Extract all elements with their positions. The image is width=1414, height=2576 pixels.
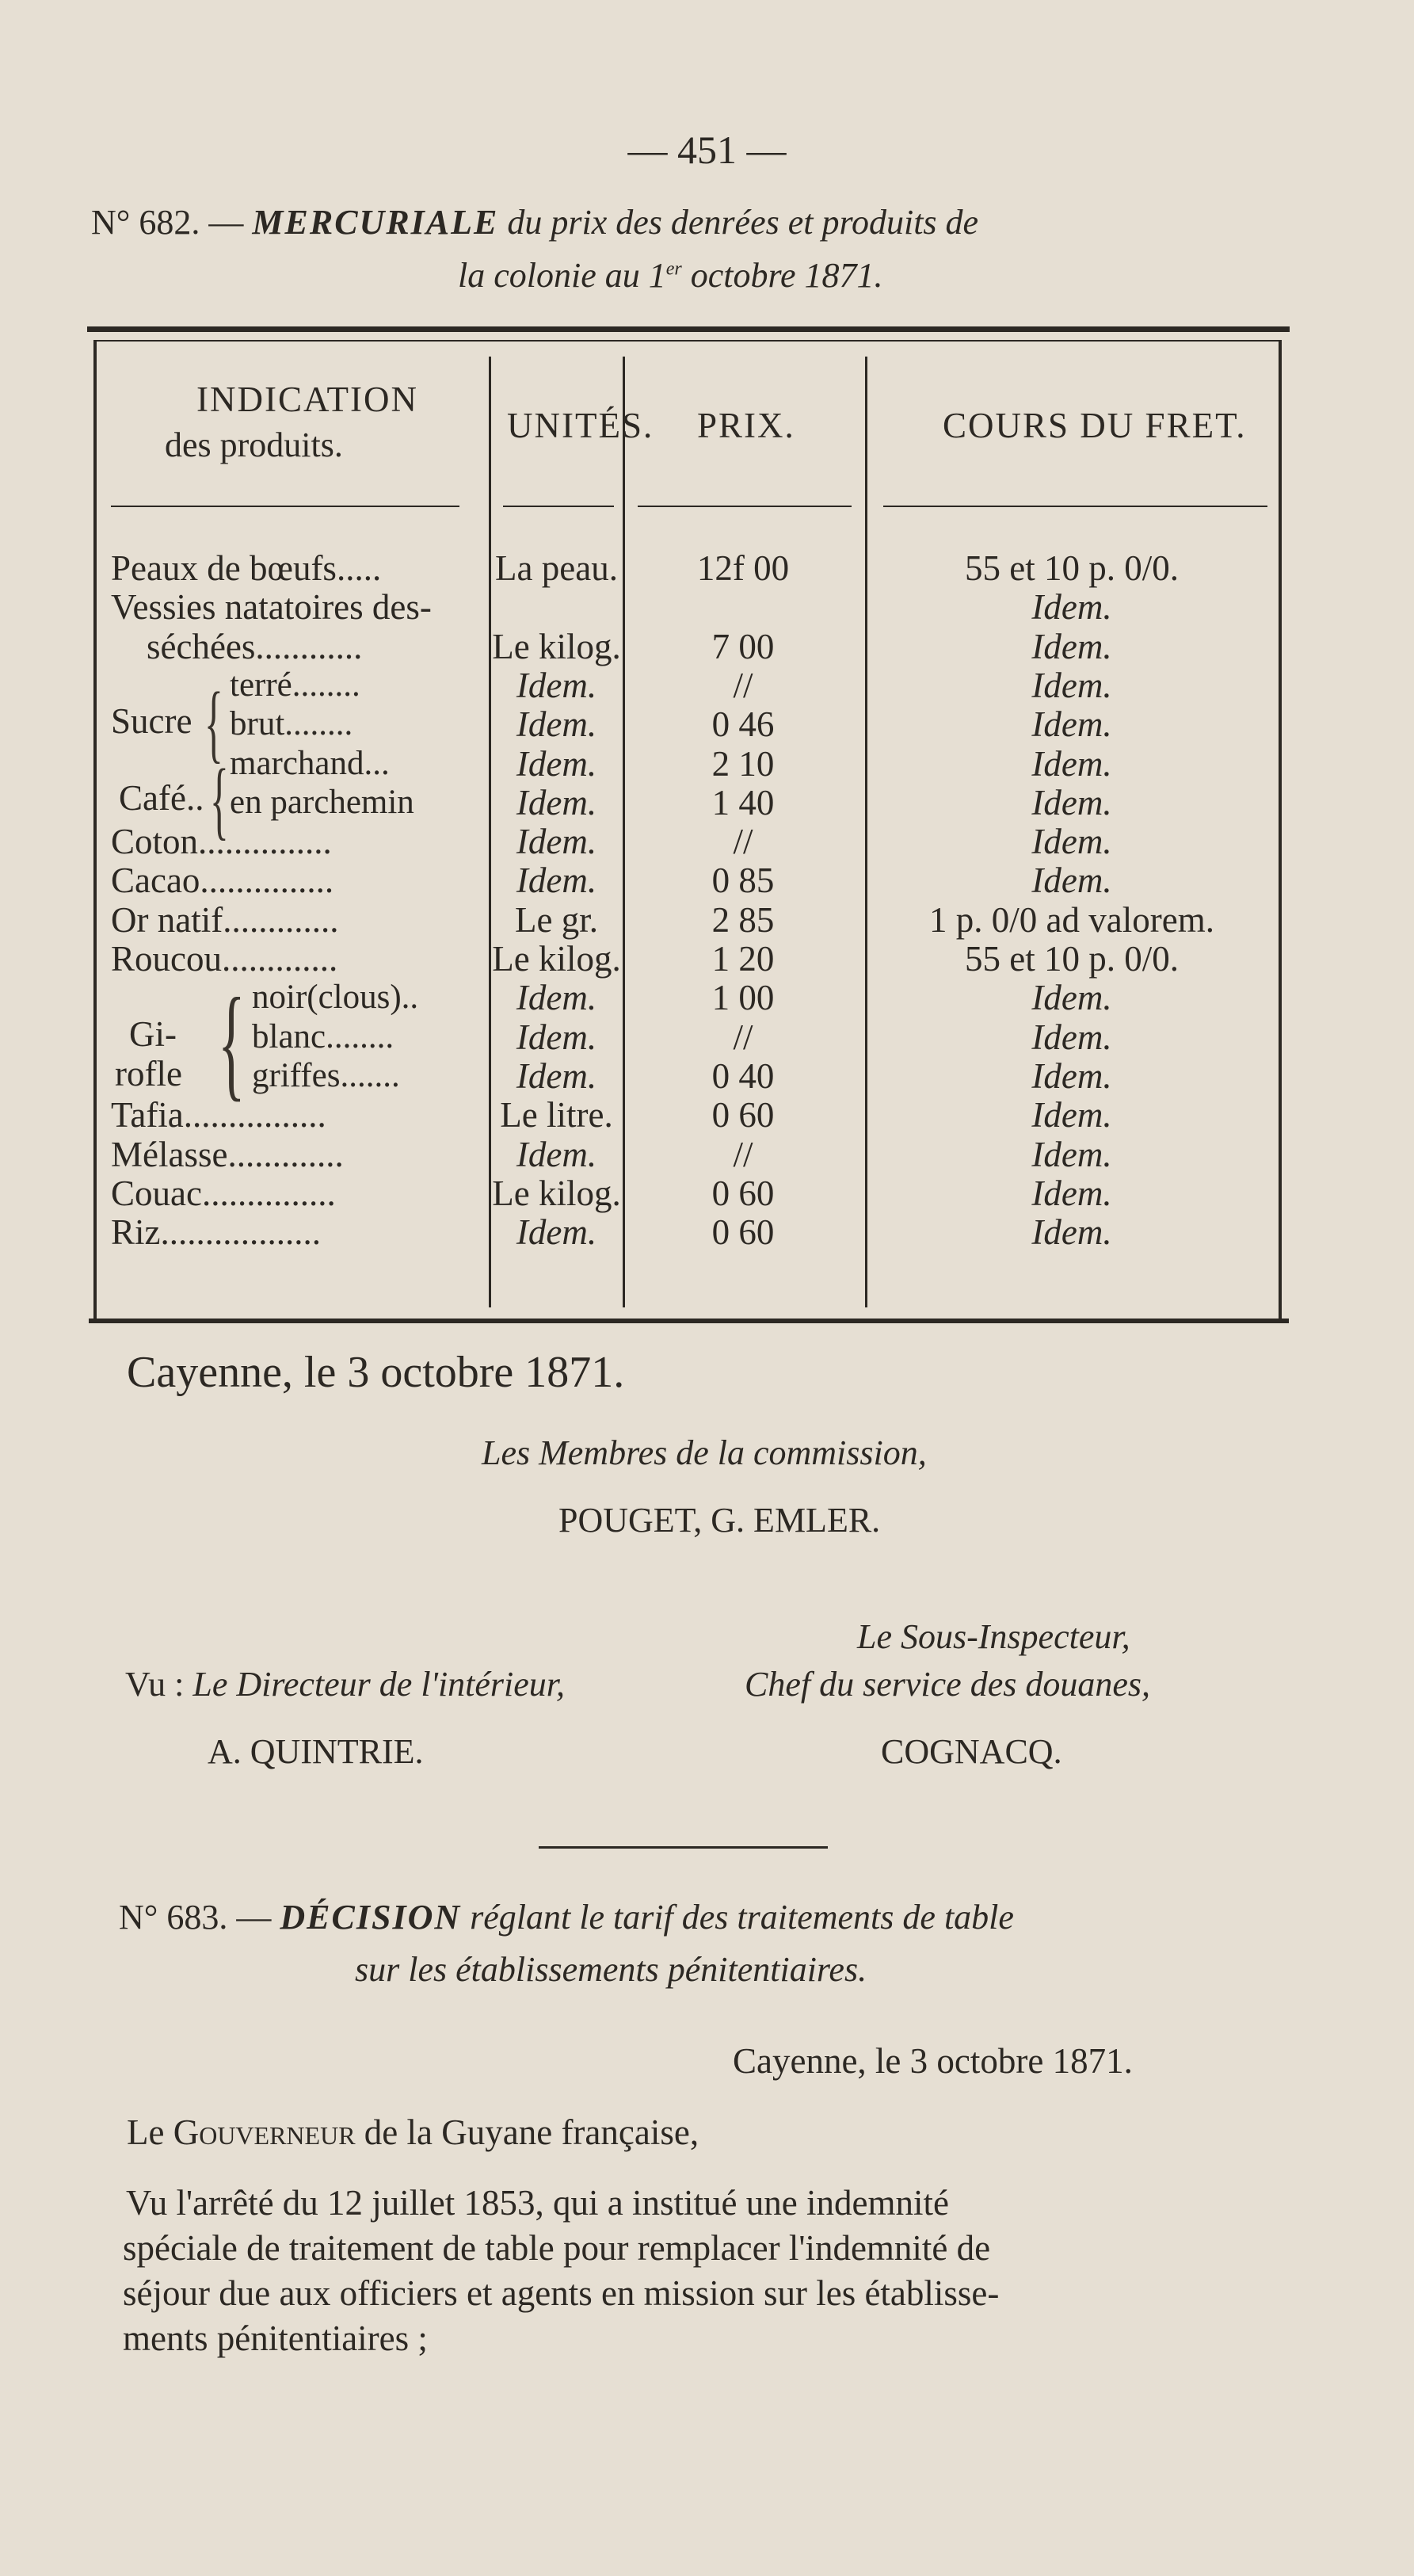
row-price: 0 40 <box>711 1056 775 1096</box>
title-line2-sup: er <box>665 258 682 280</box>
row-price: 1 40 <box>711 783 775 822</box>
place-date: Cayenne, le 3 octobre 1871. <box>127 1348 625 1397</box>
row-fret: Idem. <box>1031 744 1112 784</box>
mercuriale-title-rest: du prix des denrées et produits de <box>507 203 979 242</box>
row-fret: Idem. <box>1031 1017 1112 1057</box>
header-underline-1 <box>111 506 459 507</box>
col-divider-3 <box>865 357 867 1307</box>
governor-line <box>127 2112 699 2153</box>
mercuriale-number: N° 682. — <box>91 203 244 242</box>
table-top-rule-thin <box>93 340 1282 342</box>
row-unit: Le kilog. <box>492 1174 621 1213</box>
row-product: Mélasse............. <box>111 1135 344 1174</box>
row-fret: Idem. <box>1031 822 1112 861</box>
header-underline-2 <box>503 506 614 507</box>
row-product: Cacao............... <box>111 861 334 900</box>
row-product: séchées............ <box>147 627 363 666</box>
row-price: 2 10 <box>711 744 775 784</box>
row-fret: Idem. <box>1031 627 1112 666</box>
row-price: 2 85 <box>711 900 775 940</box>
row-product: Roucou............. <box>111 939 338 979</box>
row-unit: Idem. <box>516 704 597 744</box>
row-fret: Idem. <box>1031 978 1112 1017</box>
row-unit: Idem. <box>516 744 597 784</box>
group-label-girofle-1: Gi- <box>129 1014 177 1054</box>
table-bottom-rule <box>89 1319 1289 1323</box>
row-product: blanc........ <box>252 1018 394 1055</box>
row-unit: Le gr. <box>515 900 598 940</box>
header-underline-3 <box>638 506 852 507</box>
decision-title <box>119 1897 1014 1937</box>
row-fret: Idem. <box>1031 1135 1112 1174</box>
group-label-girofle-2: rofle <box>115 1054 182 1093</box>
governor-rest: de la Guyane française, <box>364 2112 699 2152</box>
decision-number: N° 683. — <box>119 1898 272 1937</box>
row-unit: Le kilog. <box>492 939 621 979</box>
row-unit: Idem. <box>516 783 597 822</box>
row-unit: Idem. <box>516 978 597 1017</box>
table-top-rule <box>87 326 1290 332</box>
row-price: 12f 00 <box>696 548 790 588</box>
header-indication-sub: des produits. <box>165 426 343 464</box>
row-price: 0 60 <box>711 1212 775 1252</box>
group-label-sucre: Sucre <box>111 701 192 741</box>
row-product: Coton............... <box>111 822 332 861</box>
row-price: 0 60 <box>711 1174 775 1213</box>
decision-paragraph <box>123 2181 1291 2361</box>
commission-names: POUGET, G. EMLER. <box>558 1501 881 1540</box>
row-price: 0 85 <box>711 861 775 900</box>
row-price: // <box>733 1135 753 1174</box>
row-product: Riz.................. <box>111 1212 321 1252</box>
row-unit: La peau. <box>495 548 618 588</box>
row-unit: Idem. <box>516 861 597 900</box>
mercuriale-title-keyword: MERCURIALE <box>252 203 499 242</box>
para-line-2: spéciale de traitement de table pour remplacer l'indemnité de <box>123 2228 991 2268</box>
para-line-1: Vu l'arrêté du 12 juillet 1853, qui a institué une indemnité <box>126 2183 949 2223</box>
row-product: brut........ <box>230 705 353 742</box>
vu-name: A. QUINTRIE. <box>208 1732 424 1771</box>
vu-label: Le Directeur de l'intérieur, <box>192 1665 566 1704</box>
brace-sucre: { <box>204 674 223 771</box>
row-price: 1 20 <box>711 939 775 979</box>
row-price: 1 00 <box>711 978 775 1017</box>
row-unit: Idem. <box>516 822 597 861</box>
row-product: noir(clous).. <box>252 979 419 1016</box>
row-product: marchand... <box>230 745 390 782</box>
row-fret: Idem. <box>1031 1174 1112 1213</box>
row-fret: Idem. <box>1031 1212 1112 1252</box>
row-unit: Le litre. <box>500 1095 613 1135</box>
row-product: en parchemin <box>230 784 414 821</box>
row-fret: 1 p. 0/0 ad valorem. <box>929 900 1214 940</box>
row-price: 0 60 <box>711 1095 775 1135</box>
row-fret: Idem. <box>1031 861 1112 900</box>
row-price: // <box>733 666 753 705</box>
para-line-4: ments pénitentiaires ; <box>123 2318 428 2358</box>
section-separator <box>539 1846 828 1849</box>
inspector-label-1: Le Sous-Inspecteur, <box>857 1617 1130 1656</box>
row-unit: Idem. <box>516 1017 597 1057</box>
row-unit: Idem. <box>516 1212 597 1252</box>
row-price: 0 46 <box>711 704 775 744</box>
row-fret: Idem. <box>1031 783 1112 822</box>
decision-place-date: Cayenne, le 3 octobre 1871. <box>733 2041 1133 2081</box>
governor-title: Gouverneur <box>173 2112 356 2152</box>
vu-line <box>125 1664 565 1704</box>
vu-prefix: Vu : <box>125 1665 185 1704</box>
row-fret: 55 et 10 p. 0/0. <box>965 548 1179 588</box>
header-underline-4 <box>883 506 1267 507</box>
row-fret: Idem. <box>1031 1095 1112 1135</box>
row-product: griffes....... <box>252 1057 400 1094</box>
header-fret: COURS DU FRET. <box>943 406 1247 445</box>
row-product: terré........ <box>230 666 360 704</box>
title-line2-part-a: la colonie au 1 <box>458 256 666 295</box>
row-product: Or natif............. <box>111 900 339 940</box>
group-label-cafe: Café.. <box>119 778 204 818</box>
inspector-label-2: Chef du service des douanes, <box>745 1665 1150 1704</box>
row-product: Vessies natatoires des- <box>111 587 432 627</box>
row-product: Peaux de bœufs..... <box>111 548 382 588</box>
table-left-border <box>93 341 97 1320</box>
page-number: — 451 — <box>627 128 787 172</box>
para-line-3: séjour due aux officiers et agents en mission sur les établisse- <box>123 2273 1000 2313</box>
governor-le: Le <box>127 2112 165 2152</box>
brace-girofle: { <box>218 971 246 1112</box>
row-unit: Idem. <box>516 1056 597 1096</box>
commission-label: Les Membres de la commission, <box>482 1433 927 1472</box>
row-price: 7 00 <box>711 627 775 666</box>
header-unites: UNITÉS. <box>507 406 654 445</box>
title-line2-part-b: octobre 1871. <box>690 256 883 295</box>
row-product: Tafia................ <box>111 1095 326 1135</box>
decision-title-keyword: DÉCISION <box>280 1898 462 1937</box>
decision-title-line2: sur les établissements pénitentiaires. <box>355 1950 867 1989</box>
table-right-border <box>1279 341 1282 1320</box>
row-fret: Idem. <box>1031 704 1112 744</box>
inspector-name: COGNACQ. <box>881 1732 1062 1771</box>
header-prix: PRIX. <box>697 406 795 445</box>
row-fret: Idem. <box>1031 587 1112 627</box>
row-price: // <box>733 822 753 861</box>
row-fret: 55 et 10 p. 0/0. <box>965 939 1179 979</box>
row-unit: Le kilog. <box>492 627 621 666</box>
row-unit: Idem. <box>516 1135 597 1174</box>
decision-title-rest: réglant le tarif des traitements de table <box>470 1898 1014 1937</box>
row-fret: Idem. <box>1031 1056 1112 1096</box>
brace-cafe: { <box>210 751 229 848</box>
row-price: // <box>733 1017 753 1057</box>
col-divider-2 <box>623 357 625 1307</box>
row-product: Couac............... <box>111 1174 336 1213</box>
header-indication: INDICATION <box>196 380 418 419</box>
row-fret: Idem. <box>1031 666 1112 705</box>
row-unit: Idem. <box>516 666 597 705</box>
